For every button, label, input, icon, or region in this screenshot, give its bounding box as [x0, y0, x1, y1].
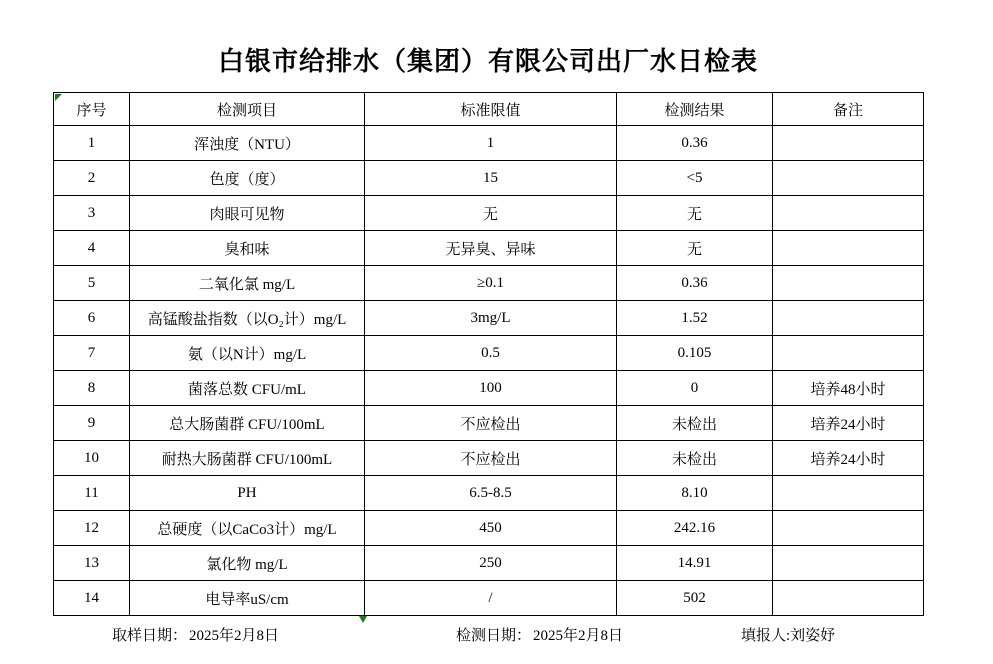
result-cell: 242.16 — [617, 511, 773, 546]
row-number-cell: 2 — [54, 161, 130, 196]
item-cell: 耐热大肠菌群 CFU/100mL — [130, 441, 365, 476]
item-cell: 氨（以N计）mg/L — [130, 336, 365, 371]
green-cursor-marker-icon — [359, 616, 367, 623]
item-cell: 总大肠菌群 CFU/100mL — [130, 406, 365, 441]
row-number-cell: 11 — [54, 476, 130, 511]
item-cell: 菌落总数 CFU/mL — [130, 371, 365, 406]
remark-cell — [773, 161, 924, 196]
limit-cell: / — [365, 581, 617, 616]
table-row — [54, 581, 924, 616]
column-header-1: 检测项目 — [130, 93, 365, 126]
remark-cell — [773, 581, 924, 616]
limit-cell: 3mg/L — [365, 301, 617, 336]
item-cell: 色度（度） — [130, 161, 365, 196]
limit-cell: 无 — [365, 196, 617, 231]
result-cell: 502 — [617, 581, 773, 616]
remark-cell — [773, 336, 924, 371]
table-row — [54, 196, 924, 231]
result-cell: 0.36 — [617, 266, 773, 301]
limit-cell: 无异臭、异味 — [365, 231, 617, 266]
limit-cell: 1 — [365, 126, 617, 161]
table-row — [54, 476, 924, 511]
limit-cell: ≥0.1 — [365, 266, 617, 301]
limit-cell: 15 — [365, 161, 617, 196]
item-cell: 二氧化氯 mg/L — [130, 266, 365, 301]
remark-cell — [773, 196, 924, 231]
remark-cell — [773, 231, 924, 266]
result-cell: 未检出 — [617, 406, 773, 441]
row-number-cell: 10 — [54, 441, 130, 476]
item-cell: 氯化物 mg/L — [130, 546, 365, 581]
remark-cell — [773, 511, 924, 546]
row-number-cell: 6 — [54, 301, 130, 336]
reporter-label: 填报人: — [741, 628, 791, 644]
column-header-4: 备注 — [773, 93, 924, 126]
limit-cell: 不应检出 — [365, 441, 617, 476]
limit-cell: 250 — [365, 546, 617, 581]
reporter-value: 刘姿妤 — [790, 628, 836, 644]
table-row — [54, 336, 924, 371]
limit-cell: 6.5-8.5 — [365, 476, 617, 511]
table-row — [54, 441, 924, 476]
result-cell: 0.105 — [617, 336, 773, 371]
item-cell: 电导率uS/cm — [130, 581, 365, 616]
reporter — [741, 624, 835, 645]
limit-cell: 不应检出 — [365, 406, 617, 441]
column-header-0: 序号 — [54, 93, 130, 126]
remark-cell — [773, 476, 924, 511]
remark-cell: 培养24小时 — [773, 441, 924, 476]
inspection-table — [53, 92, 924, 616]
table-row — [54, 301, 924, 336]
item-cell: 总硬度（以CaCo3计）mg/L — [130, 511, 365, 546]
sampling-date-value: 2025年2月8日 — [189, 628, 280, 644]
test-date-value: 2025年2月8日 — [533, 628, 624, 644]
item-cell: 肉眼可见物 — [130, 196, 365, 231]
remark-cell — [773, 266, 924, 301]
result-cell: 未检出 — [617, 441, 773, 476]
remark-cell — [773, 546, 924, 581]
sampling-date-label: 取样日期： — [112, 628, 188, 644]
report-title: 白银市给排水（集团）有限公司出厂水日检表 — [217, 47, 758, 76]
row-number-cell: 8 — [54, 371, 130, 406]
row-number-cell: 7 — [54, 336, 130, 371]
item-cell: 高锰酸盐指数（以O₂计）mg/L — [130, 301, 365, 336]
limit-cell: 450 — [365, 511, 617, 546]
table-row — [54, 266, 924, 301]
result-cell: 1.52 — [617, 301, 773, 336]
row-number-cell: 1 — [54, 126, 130, 161]
table-row — [54, 371, 924, 406]
table-row — [54, 406, 924, 441]
item-cell: 浑浊度（NTU） — [130, 126, 365, 161]
result-cell: 无 — [617, 231, 773, 266]
test-date — [456, 624, 623, 645]
row-number-cell: 4 — [54, 231, 130, 266]
column-header-3: 检测结果 — [617, 93, 773, 126]
result-cell: 8.10 — [617, 476, 773, 511]
row-number-cell: 9 — [54, 406, 130, 441]
result-cell: 无 — [617, 196, 773, 231]
result-cell: 0 — [617, 371, 773, 406]
table-row — [54, 511, 924, 546]
table-header-row — [54, 93, 924, 126]
table-row — [54, 231, 924, 266]
limit-cell: 100 — [365, 371, 617, 406]
item-cell: 臭和味 — [130, 231, 365, 266]
sampling-date — [112, 624, 279, 645]
item-cell: PH — [130, 476, 365, 511]
row-number-cell: 12 — [54, 511, 130, 546]
row-number-cell: 13 — [54, 546, 130, 581]
row-number-cell: 5 — [54, 266, 130, 301]
table-row — [54, 126, 924, 161]
test-date-label: 检测日期： — [456, 628, 532, 644]
limit-cell: 0.5 — [365, 336, 617, 371]
remark-cell: 培养24小时 — [773, 406, 924, 441]
remark-cell — [773, 126, 924, 161]
remark-cell — [773, 301, 924, 336]
table-body — [54, 126, 924, 616]
result-cell: <5 — [617, 161, 773, 196]
table-row — [54, 546, 924, 581]
row-number-cell: 3 — [54, 196, 130, 231]
result-cell: 0.36 — [617, 126, 773, 161]
column-header-2: 标准限值 — [365, 93, 617, 126]
table-row — [54, 161, 924, 196]
remark-cell: 培养48小时 — [773, 371, 924, 406]
row-number-cell: 14 — [54, 581, 130, 616]
excel-corner-marker-icon — [55, 94, 62, 101]
result-cell: 14.91 — [617, 546, 773, 581]
